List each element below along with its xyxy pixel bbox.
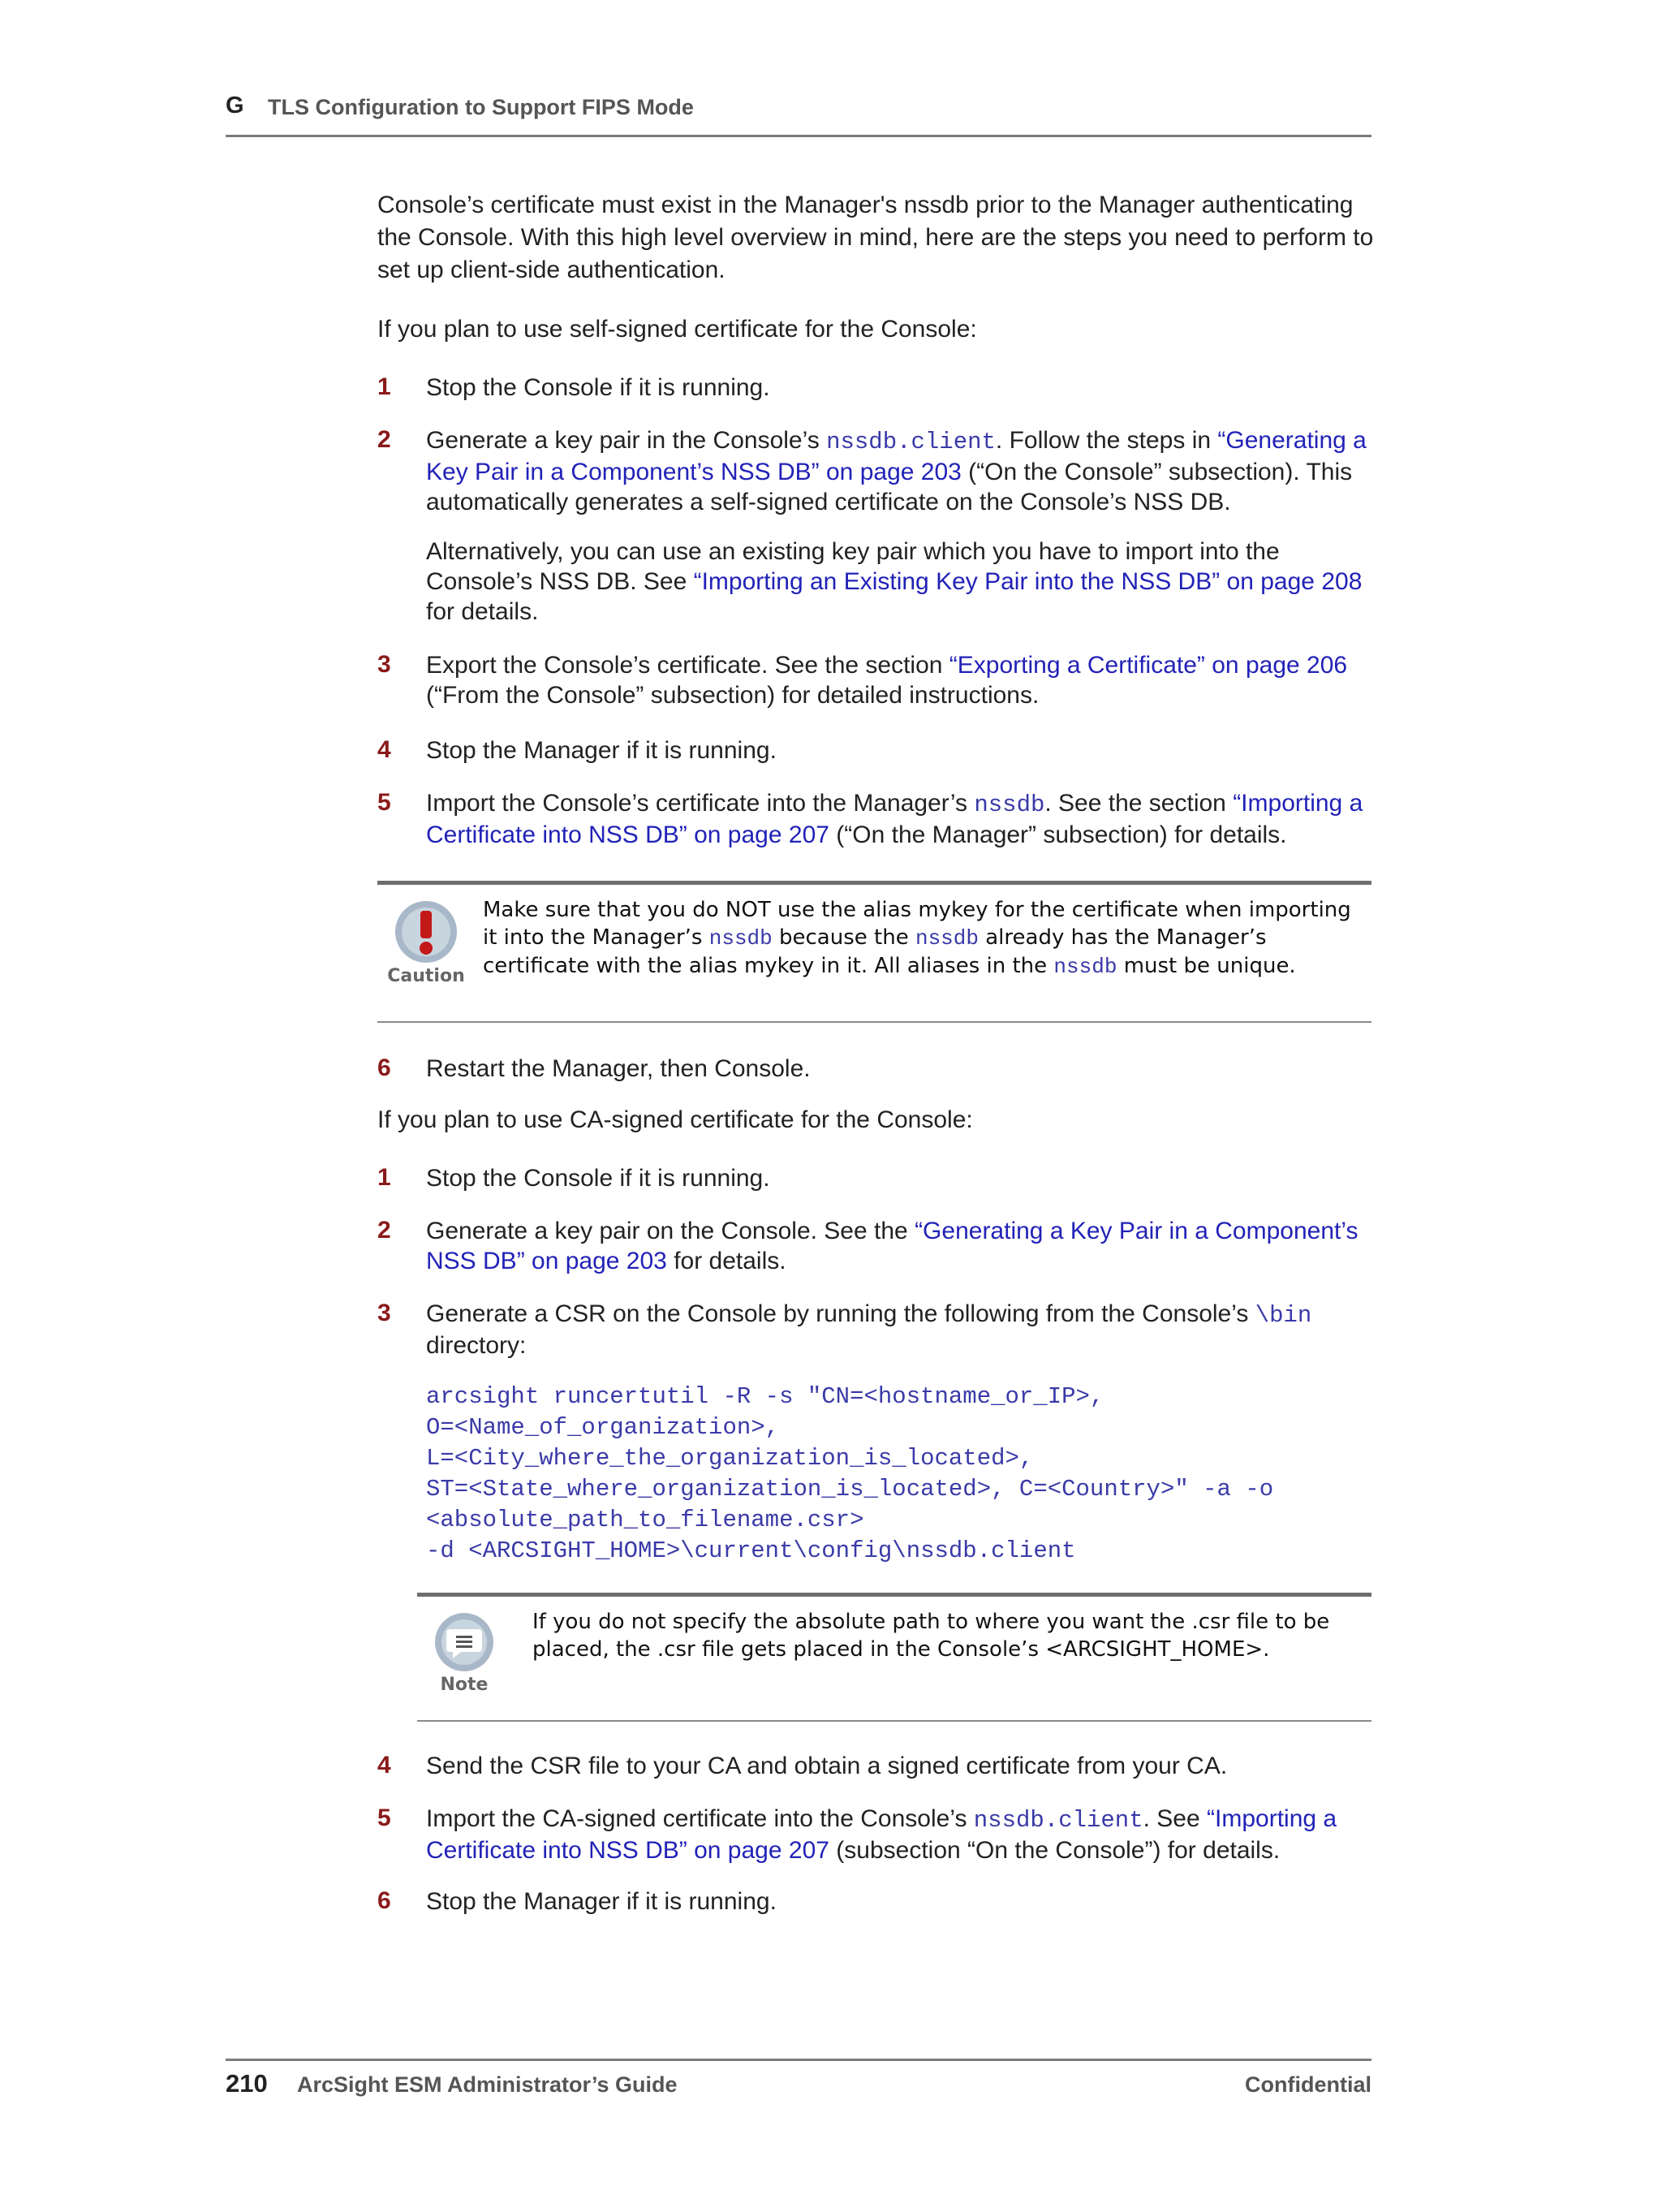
- step-number: 5: [377, 1805, 391, 1831]
- step-number: 4: [377, 1752, 391, 1779]
- chapter-title: TLS Configuration to Support FIPS Mode: [268, 95, 694, 119]
- step-number: 6: [377, 1887, 391, 1914]
- self-step-5: Import the Console’s certificate into the Manager’s nssdb. See the section “Importing a Certificate into NSS DB” on page 207 (“On the Manager” subsection) for details.: [426, 790, 1363, 848]
- page-footer: [226, 2059, 1371, 2102]
- ca-step-4: Send the CSR file to your CA and obtain a signed certificate from your CA.: [426, 1753, 1228, 1779]
- link-importing-certificate[interactable]: “Importing a Certificate into NSS DB” on page 207: [426, 790, 1363, 848]
- self-step-3: Export the Console’s certificate. See the section “Exporting a Certificate” on page 206 (“From the Console” subsection) for detailed instructions.: [426, 652, 1348, 709]
- link-generating-key-pair[interactable]: “Generating a Key Pair in a Component’s NSS DB” on page 203: [426, 427, 1367, 485]
- link-importing-certificate[interactable]: “Importing a Certificate into NSS DB” on page 207: [426, 1805, 1337, 1864]
- self-step-2: Generate a key pair in the Console’s nssdb.client. Follow the steps in “Generating a Key Pair in a Component’s NSS DB” on page 203 (“On the Console” subsection). This automatically generates a self-signed certificate on the Console’s NSS DB.: [426, 427, 1367, 515]
- page-number: 210: [226, 2069, 268, 2098]
- step-number: 1: [377, 373, 391, 400]
- step-number: 2: [377, 426, 391, 453]
- code-inline: nssdb.client: [973, 1807, 1143, 1834]
- guide-title: ArcSight ESM Administrator’s Guide: [297, 2072, 678, 2097]
- self-step-6: Restart the Manager, then Console.: [426, 1055, 811, 1082]
- caution-icon: [394, 899, 459, 964]
- step-number: 3: [377, 651, 391, 678]
- note-callout: [417, 1593, 1371, 1722]
- step-number: 2: [377, 1217, 391, 1244]
- self-signed-lead: If you plan to use self-signed certificate for the Console:: [377, 316, 977, 343]
- link-generating-key-pair[interactable]: “Generating a Key Pair in a Component’s NSS DB” on page 203: [426, 1218, 1358, 1274]
- link-importing-key-pair[interactable]: “Importing an Existing Key Pair into the NSS DB” on page 208: [693, 568, 1363, 595]
- step-number: 4: [377, 736, 391, 763]
- csr-command: arcsight runcertutil -R -s "CN=<hostname_or_IP>, O=<Name_of_organization>, L=<City_where_the_organization_is_located>, ST=<State_where_organization_is_located>, C=<Country>" -a -o <absolute_path_to_filename.csr> -d <ARCSIGHT_HOME>\current\config\nssdb.client: [426, 1383, 1274, 1564]
- caution-callout: [377, 881, 1371, 1023]
- step-number: 1: [377, 1164, 391, 1191]
- step-number: 3: [377, 1300, 391, 1326]
- ca-signed-lead: If you plan to use CA-signed certificate for the Console:: [377, 1106, 973, 1133]
- link-exporting-certificate[interactable]: “Exporting a Certificate” on page 206: [949, 652, 1348, 679]
- step-number: 6: [377, 1054, 391, 1081]
- caution-label: Caution: [387, 966, 465, 986]
- page-header: [226, 91, 1371, 137]
- intro-paragraph: Console’s certificate must exist in the Manager's nssdb prior to the Manager authenticating the Console. With this high level overview in mind, here are the steps you need to perform to set up client-side authentication.: [377, 192, 1374, 283]
- ca-step-3: Generate a CSR on the Console by running the following from the Console’s \bin directory:: [426, 1300, 1312, 1359]
- ca-step-1: Stop the Console if it is running.: [426, 1165, 770, 1192]
- step-number: 5: [377, 789, 391, 816]
- caution-text: Make sure that you do NOT use the alias mykey for the certificate when importing it into the Manager’s nssdb because the nssdb already has the Manager’s certificate with the alias mykey in it. All aliases in the nssdb must be unique.: [483, 898, 1351, 979]
- confidential-label: Confidential: [1245, 2072, 1371, 2097]
- code-inline: nssdb.client: [826, 429, 996, 455]
- ca-step-2: Generate a key pair on the Console. See the “Generating a Key Pair in a Component’s NSS DB” on page 203 for details.: [426, 1218, 1358, 1274]
- note-label: Note: [440, 1675, 489, 1695]
- appendix-letter: G: [226, 93, 244, 119]
- self-step-1: Stop the Console if it is running.: [426, 374, 770, 401]
- self-step-4: Stop the Manager if it is running.: [426, 737, 777, 764]
- note-icon: [433, 1611, 495, 1673]
- ca-step-6: Stop the Manager if it is running.: [426, 1888, 777, 1915]
- self-step-2-alternative: Alternatively, you can use an existing key pair which you have to import into the Console’s NSS DB. See “Importing an Existing Key Pair into the NSS DB” on page 208 for details.: [426, 538, 1363, 625]
- note-text: If you do not specify the absolute path to where you want the .csr file to be placed, the .csr file gets placed in the Console’s <ARCSIGHT_HOME>.: [532, 1610, 1330, 1662]
- code-inline: \bin: [1255, 1302, 1312, 1329]
- code-inline: nssdb: [974, 791, 1045, 818]
- ca-step-5: Import the CA-signed certificate into the Console’s nssdb.client. See “Importing a Certificate into NSS DB” on page 207 (subsection “On the Console”) for details.: [426, 1805, 1337, 1864]
